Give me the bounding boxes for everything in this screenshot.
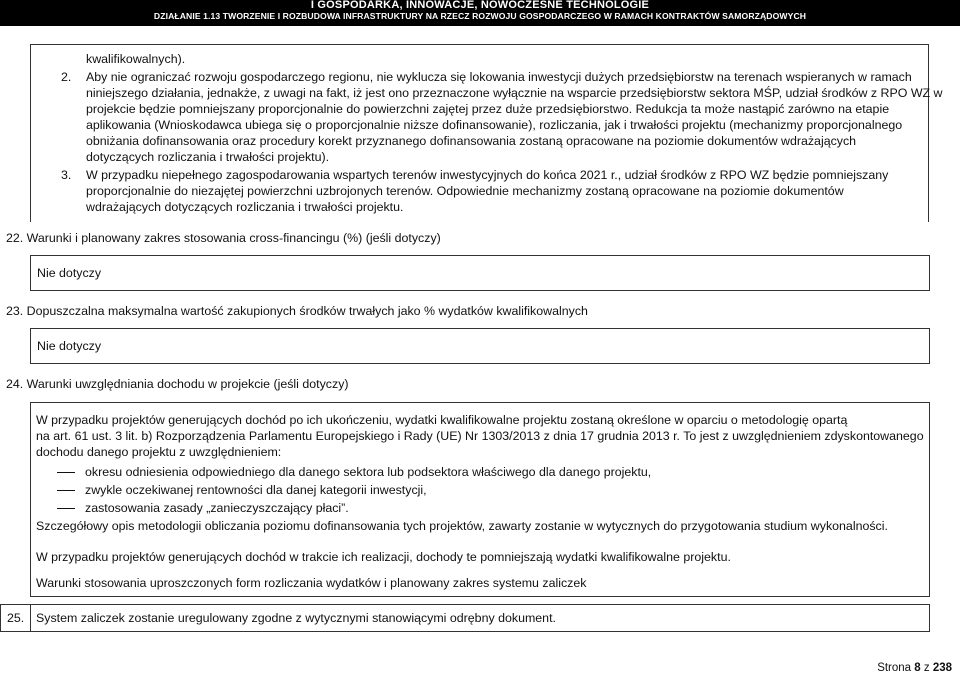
item3-line: proporcjonalnie do niezajętej powierzchni uzbrojonych terenów. Odpowiednie mechanizmy zostaną opracowane na poziomie dokumentów: [86, 184, 844, 198]
section-24-para-line: na art. 61 ust. 3 lit. b) Rozporządzenia Parlamentu Europejskiego i Rady (UE) Nr 1303/2013 z dnia 17 grudnia 2013 r. To jest z uwzględnieniem zdyskontowanego: [36, 429, 924, 443]
section-23-title: 23. Dopuszczalna maksymalna wartość zakupionych środków trwałych jako % wydatków kwalifikowalnych: [6, 304, 588, 318]
section-25-divider: [30, 605, 31, 631]
section-24-para-line: dochodu danego projektu z uwzględnieniem:: [36, 445, 282, 459]
section-25-number: 25.: [7, 611, 25, 625]
item-number: 2.: [61, 70, 72, 84]
section-24-para3: W przypadku projektów generujących dochód w trakcie ich realizacji, dochody te pomniejszają wydatki kwalifikowalne projektu.: [36, 550, 731, 564]
footer-page: 8: [914, 662, 921, 674]
footer-label: Strona: [877, 662, 915, 674]
bullet-dash: [57, 508, 75, 509]
section-24-title: 24. Warunki uwzględniania dochodu w projekcie (jeśli dotyczy): [6, 377, 349, 391]
top-box-right-border: [928, 44, 929, 222]
page-footer: [877, 662, 952, 674]
section-24-answer-box: [30, 402, 930, 597]
section-25-text: System zaliczek zostanie uregulowany zgodne z wytycznymi stanowiącymi odrębny dokument.: [36, 611, 556, 625]
item2-line: projekcie będzie pomniejszany proporcjonalnie do powierzchni zajętej przez duże przedsiębiorstwo. Redukcja ta może nastąpić zarówno na etapie: [86, 102, 890, 116]
item2-line: Aby nie ograniczać rozwoju gospodarczego regionu, nie wyklucza się lokowania inwestycji dużych przedsiębiorstw na terenach wspieranych w ramach: [86, 70, 912, 84]
bullet-item: zwykle oczekiwanej rentowności dla danej kategorii inwestycji,: [85, 483, 427, 497]
section-24-para-line: W przypadku projektów generujących dochód po ich ukończeniu, wydatki kwalifikowalne projektu zostaną określone w oparciu o metodologię opartą: [36, 413, 848, 427]
item2-line: aplikowania (Wnioskodawca ubiega się o proporcjonalnie niższe dofinansowanie), rozliczania, jak i trwałości projektu (mechanizmy proporcjonalnego: [86, 118, 903, 132]
item-number: 3.: [61, 168, 72, 182]
footer-total: 238: [932, 662, 952, 674]
header-line-1: I GOSPODARKA, INNOWACJE, NOWOCZESNE TECHNOLOGIE: [310, 0, 650, 11]
item2-line: niniejszego działania, jednakże, z uwagi na fakt, iż jest ono przeznaczone wyłącznie na wsparcie przedsiębiorstw sektora MŚP, udział środków z RPO WZ w: [86, 86, 943, 100]
bullet-dash: [57, 490, 75, 491]
top-box-left-border: [30, 44, 31, 222]
item3-line: W przypadku niepełnego zagospodarowania wspartych terenów inwestycyjnych do końca 2021 r., udział środków z RPO WZ będzie pomniejszany: [86, 168, 889, 182]
section-24-para2: Szczegółowy opis metodologii obliczania poziomu dofinansowania tych projektów, zawarty zostanie w wytycznych do przygotowania studium wykonalności.: [36, 519, 888, 533]
item3-line: wdrażających dotyczących rozliczania i trwałości projektu.: [86, 200, 404, 214]
header-line-2: DZIAŁANIE 1.13 TWORZENIE I ROZBUDOWA INFRASTRUKTURY NA RZECZ ROZWOJU GOSPODARCZEGO W RAMACH KONTRAKTÓW SAMORZĄDOWYCH: [153, 11, 807, 21]
footer-sep: z: [920, 662, 933, 674]
top-box-border: [30, 44, 928, 45]
document-header: [0, 0, 960, 26]
section-22-title: 22. Warunki i planowany zakres stosowania cross-financingu (%) (jeśli dotyczy): [6, 231, 441, 245]
bullet-dash: [57, 472, 75, 473]
bullet-item: zastosowania zasady „zanieczyszczający płaci”.: [85, 501, 349, 515]
item2-line: dotyczących rozliczania i trwałości projektu).: [86, 150, 330, 164]
section-24-para4: Warunki stosowania uproszczonych form rozliczania wydatków i planowany zakres systemu zaliczek: [36, 576, 587, 590]
section-25-box: [0, 604, 930, 632]
section-22-answer: Nie dotyczy: [37, 266, 102, 280]
section-22-answer-box: [30, 255, 930, 291]
item2-line: obniżania dofinansowania oraz procedury korekt przyznanego dofinansowania zostaną opracowane na poziomie dokumentów wdrażających: [86, 134, 857, 148]
bullet-item: okresu odniesienia odpowiedniego dla danego sektora lub podsektora właściwego dla danego projektu,: [85, 465, 652, 479]
continued-text: kwalifikowalnych).: [86, 52, 186, 66]
section-23-answer: Nie dotyczy: [37, 339, 102, 353]
section-23-answer-box: [30, 328, 930, 364]
